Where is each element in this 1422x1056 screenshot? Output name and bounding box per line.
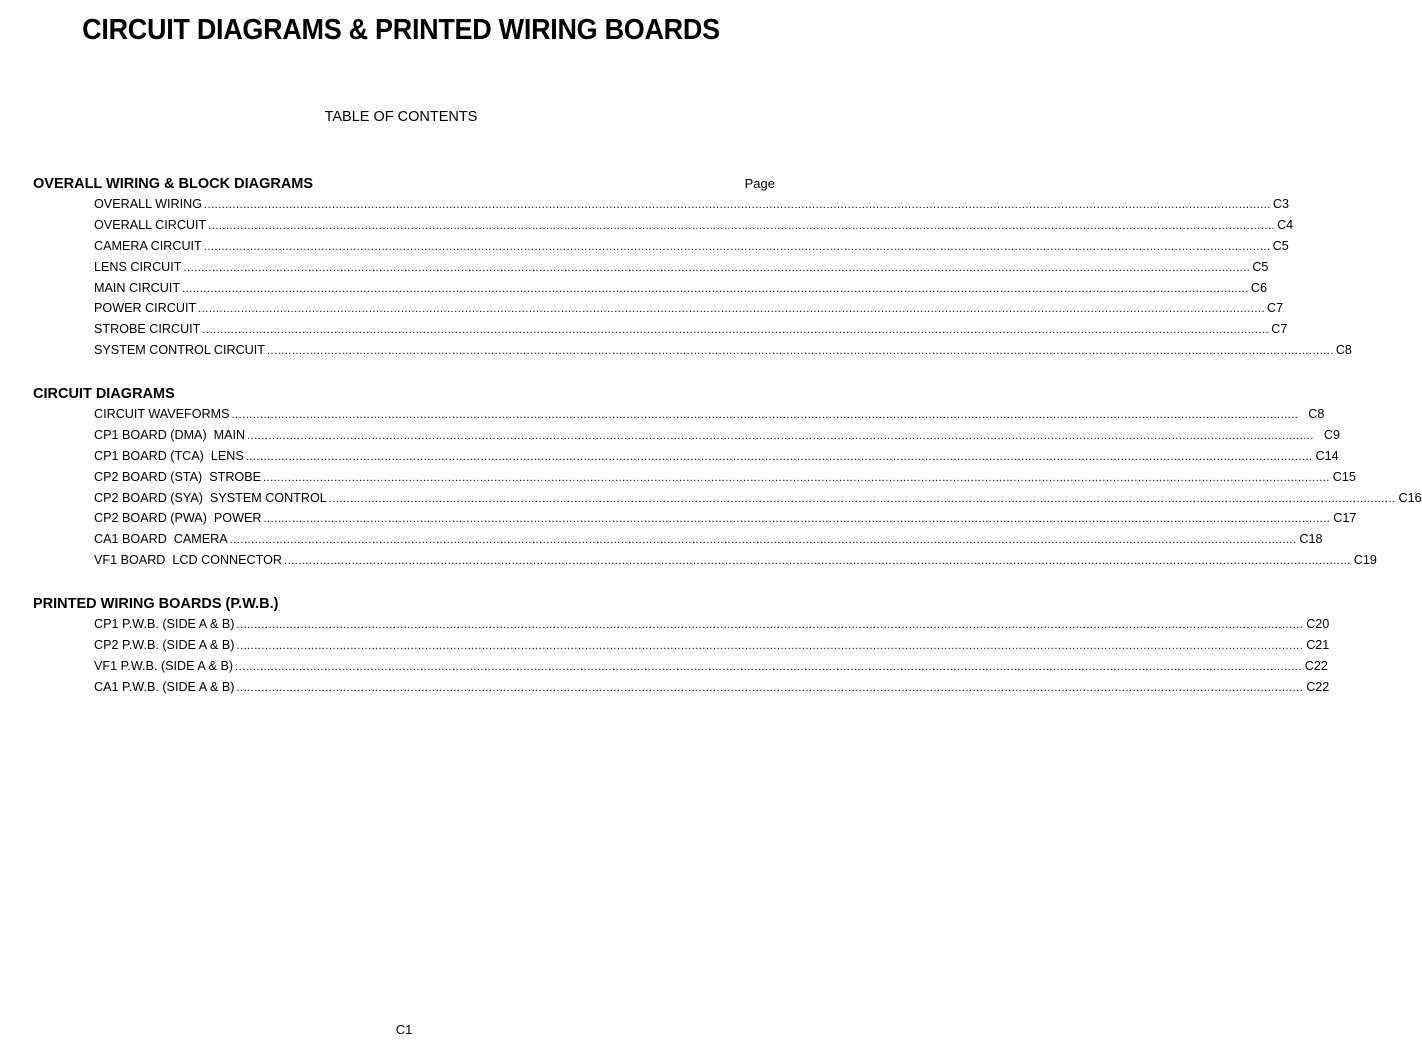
entry-page: C3 [1272, 197, 1289, 211]
entry-page: C4 [1277, 217, 1294, 232]
entry-page: C17 [1333, 511, 1357, 526]
entry-page: C7 [1267, 301, 1284, 316]
section-circuit-diagrams [33, 386, 1422, 574]
toc-entries [94, 617, 1330, 701]
entry-page: C5 [1272, 238, 1289, 253]
toc-entries [94, 407, 1422, 574]
entry-page: C6 [1250, 280, 1268, 295]
section-header [33, 596, 775, 617]
dot-leader: ............................................................................................................................................................................................................................................................................................................ [328, 492, 1396, 505]
entry-label: CAMERA CIRCUIT [94, 238, 202, 253]
toc-entry[interactable] [94, 322, 1288, 343]
entry-label: CP1 BOARD (DMA) MAIN [94, 427, 246, 442]
entry-label: VF1 BOARD LCD CONNECTOR [94, 553, 283, 568]
entry-label: SYSTEM CONTROL CIRCUIT [94, 343, 265, 358]
page-number: C1 [395, 1022, 413, 1037]
entry-label: VF1 P.W.B. (SIDE A & B) [94, 658, 234, 673]
entry-label: CA1 P.W.B. (SIDE A & B) [94, 679, 235, 694]
toc-entry[interactable] [94, 637, 1330, 659]
entry-label: CP2 BOARD (STA) STROBE [94, 469, 262, 484]
entry-label: CP2 P.W.B. (SIDE A & B) [94, 637, 235, 652]
entry-page: C16 [1398, 490, 1422, 505]
toc-entry[interactable] [94, 217, 1294, 239]
dot-leader: ............................................................................................................................................................................................................................................................................................................ [236, 619, 1304, 631]
toc-entry[interactable] [94, 469, 1356, 491]
toc-entry[interactable] [94, 658, 1328, 680]
dot-leader: ............................................................................................................................................................................................................................................................................................................ [236, 681, 1304, 694]
entry-label: OVERALL CIRCUIT [94, 217, 207, 232]
dot-leader: ............................................................................................................................................................................................................................................................................................................ [245, 450, 1313, 463]
section-overall-wiring [33, 176, 1352, 364]
dot-leader: ............................................................................................................................................................................................................................................................................................................ [263, 513, 1331, 526]
entry-label: OVERALL WIRING [94, 197, 202, 211]
section-header [33, 386, 775, 407]
dot-leader: ............................................................................................................................................................................................................................................................................................................ [208, 219, 1276, 232]
entry-label: STROBE CIRCUIT [94, 322, 201, 337]
entry-label: LENS CIRCUIT [94, 259, 182, 274]
toc-entry[interactable] [94, 238, 1289, 260]
entry-page: C21 [1306, 637, 1330, 652]
section-printed-wiring-boards [33, 596, 1330, 701]
entry-page: C22 [1306, 679, 1330, 694]
entry-page: C8 [1308, 407, 1325, 421]
entry-label: CIRCUIT WAVEFORMS [94, 407, 230, 421]
toc-entry[interactable] [94, 679, 1330, 701]
toc-entry[interactable] [94, 617, 1330, 638]
dot-leader: ............................................................................................................................................................................................................................................................................................................ [266, 345, 1334, 358]
toc-entry[interactable] [94, 259, 1269, 281]
toc-entry[interactable] [94, 553, 1377, 574]
dot-leader: ............................................................................................................................................................................................................................................................................................................ [183, 261, 1251, 274]
entry-page: C8 [1335, 343, 1352, 358]
toc-entry[interactable] [94, 343, 1352, 364]
entry-page: C7 [1271, 322, 1288, 337]
dot-leader: ............................................................................................................................................................................................................................................................................................................ [198, 303, 1266, 316]
toc-entry[interactable] [94, 280, 1268, 302]
toc-entry[interactable] [94, 448, 1339, 470]
dot-leader: ............................................................................................................................................................................................................................................................................................................ [202, 324, 1270, 337]
page-title: CIRCUIT DIAGRAMS & PRINTED WIRING BOARDS [82, 14, 720, 46]
page-column-header: Page [744, 176, 775, 191]
dot-leader: ............................................................................................................................................................................................................................................................................................................ [263, 471, 1330, 484]
dot-leader: ............................................................................................................................................................................................................................................................................................................ [284, 555, 1351, 568]
dot-leader: ............................................................................................................................................................................................................................................................................................................ [203, 240, 1271, 253]
toc-entry[interactable] [94, 301, 1284, 322]
entry-page: C18 [1299, 532, 1323, 547]
entry-page: C9 [1323, 427, 1340, 442]
entry-page: C20 [1306, 617, 1330, 631]
dot-leader: ............................................................................................................................................................................................................................................................................................................ [182, 282, 1249, 295]
entry-page: C14 [1315, 448, 1339, 463]
toc-entry[interactable] [94, 490, 1422, 512]
entry-label: POWER CIRCUIT [94, 301, 197, 316]
section-title: OVERALL WIRING & BLOCK DIAGRAMS [33, 176, 314, 192]
entry-label: CP2 BOARD (PWA) POWER [94, 511, 262, 526]
dot-leader: ............................................................................................................................................................................................................................................................................................................ [235, 660, 1302, 673]
dot-leader: ............................................................................................................................................................................................................................................................................................................ [231, 409, 1299, 421]
entry-page: C22 [1304, 658, 1328, 673]
toc-entry[interactable] [94, 407, 1325, 428]
toc-entries [94, 197, 1352, 364]
dot-leader: ............................................................................................................................................................................................................................................................................................................ [204, 199, 1271, 211]
toc-entry[interactable] [94, 532, 1323, 553]
toc-heading: TABLE OF CONTENTS [324, 109, 478, 125]
dot-leader: ............................................................................................................................................................................................................................................................................................................ [229, 534, 1297, 547]
entry-label: CP1 P.W.B. (SIDE A & B) [94, 617, 235, 631]
dot-leader: ............................................................................................................................................................................................................................................................................................................ [247, 429, 1314, 442]
toc-entry[interactable] [94, 427, 1340, 449]
entry-label: MAIN CIRCUIT [94, 280, 181, 295]
toc-entry[interactable] [94, 197, 1289, 218]
section-header [33, 176, 775, 197]
section-title: PRINTED WIRING BOARDS (P.W.B.) [33, 596, 279, 612]
entry-page: C15 [1332, 469, 1356, 484]
entry-label: CP2 BOARD (SYA) SYSTEM CONTROL [94, 490, 327, 505]
toc-entry[interactable] [94, 511, 1357, 532]
entry-page: C5 [1252, 259, 1269, 274]
entry-page: C19 [1353, 553, 1377, 568]
entry-label: CA1 BOARD CAMERA [94, 532, 228, 547]
entry-label: CP1 BOARD (TCA) LENS [94, 448, 244, 463]
section-title: CIRCUIT DIAGRAMS [33, 386, 175, 402]
dot-leader: ............................................................................................................................................................................................................................................................................................................ [236, 639, 1304, 652]
